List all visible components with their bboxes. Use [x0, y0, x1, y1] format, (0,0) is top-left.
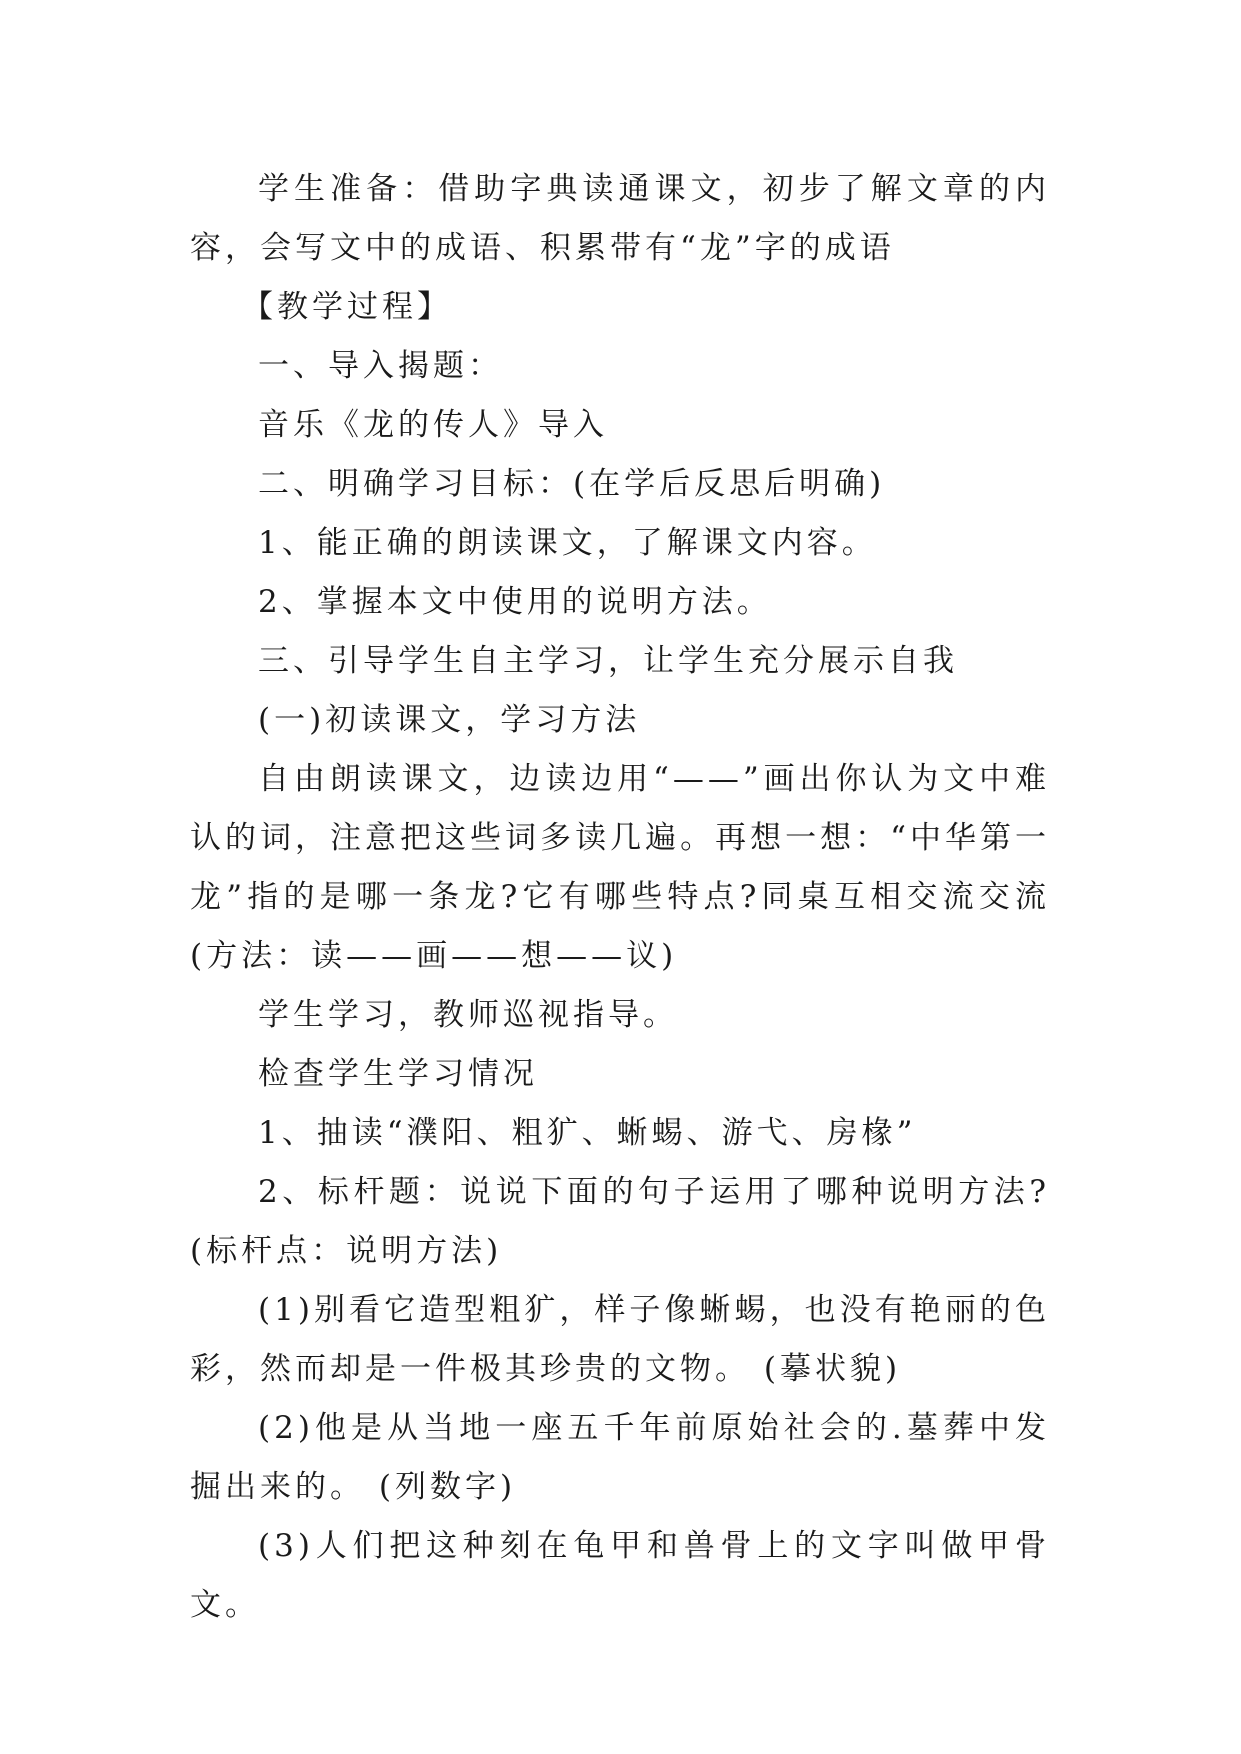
example-sentence-2: (2)他是从当地一座五千年前原始社会的.墓葬中发掘出来的。 (列数字) — [190, 1410, 1050, 1505]
paragraph-music-intro: 音乐《龙的传人》导入 — [258, 407, 608, 443]
example-sentence-3: (3)人们把这种刻在龟甲和兽骨上的文字叫做甲骨文。 — [190, 1528, 1050, 1623]
subheading-first-reading: (一)初读课文，学习方法 — [258, 702, 641, 738]
list-item-goal-1: 1、能正确的朗读课文，了解课文内容。 — [258, 525, 877, 561]
paragraph-student-preparation: 学生准备：借助字典读通课文，初步了解文章的内容，会写文中的成语、积累带有“龙”字的成语 — [190, 171, 1050, 266]
section-heading-teaching-process: 【教学过程】 — [242, 289, 452, 325]
paragraph-free-reading: 自由朗读课文，边读边用“——”画出你认为文中难认的词，注意把这些词多读几遍。再想一想：“中华第一龙”指的是哪一条龙?它有哪些特点?同桌互相交流交流(方法：读——画——想——议) — [190, 761, 1050, 974]
heading-learning-goals: 二、明确学习目标：(在学后反思后明确) — [258, 466, 886, 502]
heading-introduction: 一、导入揭题： — [258, 348, 503, 384]
document-body — [190, 160, 1050, 1635]
example-sentence-1: (1)别看它造型粗犷，样子像蜥蜴，也没有艳丽的色彩，然而却是一件极其珍贵的文物。 (摹状貌) — [190, 1292, 1050, 1387]
paragraph-student-study: 学生学习，教师巡视指导。 — [258, 997, 678, 1033]
heading-self-study: 三、引导学生自主学习，让学生充分展示自我 — [258, 643, 958, 679]
list-item-goal-2: 2、掌握本文中使用的说明方法。 — [258, 584, 772, 620]
list-item-benchmark-question: 2、标杆题：说说下面的句子运用了哪种说明方法?(标杆点：说明方法) — [190, 1174, 1050, 1269]
list-item-spot-reading: 1、抽读“濮阳、粗犷、蜥蜴、游弋、房椽” — [258, 1115, 917, 1151]
paragraph-check-study: 检查学生学习情况 — [258, 1056, 538, 1092]
